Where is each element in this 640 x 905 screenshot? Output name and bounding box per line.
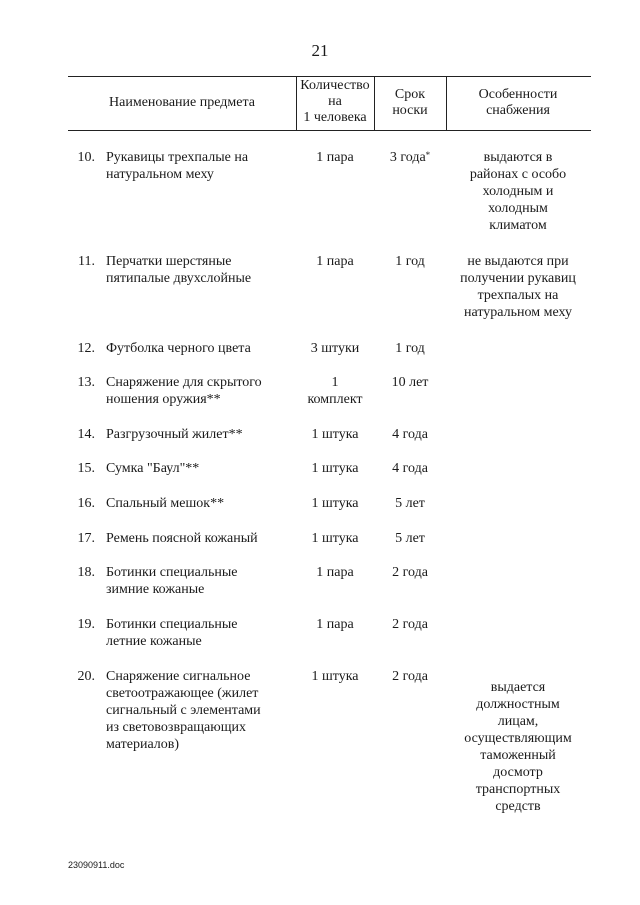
item-quantity (296, 564, 374, 581)
row-number: 19. (77, 617, 95, 632)
item-name-line: Перчатки шерстяные (106, 254, 232, 269)
item-note-line: лицам, (497, 714, 539, 729)
row-number: 18. (77, 565, 95, 580)
item-quantity-line: 1 штука (311, 461, 359, 476)
item-term (374, 616, 446, 633)
item-note-line: климатом (489, 218, 547, 233)
item-quantity-line: 1 штука (311, 531, 359, 546)
item-note-line: выдается (490, 680, 546, 695)
row-number: 17. (77, 531, 95, 546)
item-term-text: 4 года (392, 461, 428, 476)
item-term (374, 426, 446, 443)
item-name (106, 149, 291, 183)
item-name-line: ношения оружия** (106, 392, 221, 407)
item-name (106, 374, 291, 408)
item-term (374, 253, 446, 270)
header-term (374, 87, 446, 119)
item-name-line: материалов) (106, 737, 180, 752)
item-name-line: Снаряжение сигнальное (106, 669, 251, 684)
item-term-text: 5 лет (395, 496, 425, 511)
item-note (446, 679, 590, 815)
item-term (374, 668, 446, 685)
item-name (106, 564, 291, 598)
item-note-line: получении рукавиц (460, 271, 576, 286)
item-name-line: Разгрузочный жилет** (106, 427, 243, 442)
item-name-line: натуральном меху (106, 167, 214, 182)
item-quantity-line: 1 пара (316, 254, 354, 269)
item-term-text: 3 года (389, 150, 426, 165)
item-name (106, 616, 291, 650)
row-number: 20. (77, 669, 95, 684)
item-term (374, 460, 446, 477)
item-note-line: трехпалых на (477, 288, 559, 303)
item-quantity-line: 1 (331, 375, 339, 390)
item-quantity (296, 530, 374, 547)
item-name-line: Снаряжение для скрытого (106, 375, 262, 390)
item-name-line: Ботинки специальные (106, 617, 238, 632)
item-quantity-line: 1 пара (316, 565, 354, 580)
item-note-line: досмотр (493, 765, 543, 780)
item-name-line: из световозвращающих (106, 720, 247, 735)
row-number: 10. (77, 150, 95, 165)
item-name (106, 495, 291, 512)
item-note-line: холодным (488, 201, 548, 216)
item-name-line: Ботинки специальные (106, 565, 238, 580)
item-term (374, 149, 446, 166)
item-name-line: Спальный мешок** (106, 496, 225, 511)
item-term-text: 5 лет (395, 531, 425, 546)
item-name-line: Сумка "Баул"** (106, 461, 200, 476)
footnote-mark: * (425, 150, 431, 160)
item-quantity-line: комплект (307, 392, 363, 407)
header-name: Наименование предмета (109, 95, 255, 110)
item-note-line: осуществляющим (464, 731, 572, 746)
item-name (106, 340, 291, 357)
item-name (106, 460, 291, 477)
item-name-line: Футболка черного цвета (106, 341, 251, 356)
item-quantity (296, 495, 374, 512)
item-name-line: зимние кожаные (106, 582, 205, 597)
item-note-line: не выдаются при (467, 254, 569, 269)
item-note-line: транспортных (475, 782, 561, 797)
item-quantity (296, 340, 374, 357)
page-number: 21 (311, 41, 329, 60)
row-number: 15. (77, 461, 95, 476)
item-note-line: таможенный (480, 748, 556, 763)
item-quantity-line: 1 штука (311, 427, 359, 442)
header-note-line: Особенности (478, 87, 558, 102)
item-name-line: сигнальный с элементами (106, 703, 261, 718)
item-name (106, 530, 291, 547)
header-top-rule (68, 76, 591, 77)
item-quantity-line: 3 штуки (310, 341, 360, 356)
item-note-line: районах с особо (469, 167, 567, 182)
header-term-line: Срок (394, 87, 426, 102)
item-quantity (296, 253, 374, 270)
item-term-text: 1 год (395, 341, 425, 356)
item-name-line: летние кожаные (106, 634, 202, 649)
item-note-line: средств (495, 799, 541, 814)
document-filename: 23090911.doc (68, 860, 125, 870)
item-quantity (296, 374, 374, 408)
item-name-line: Ремень поясной кожаный (106, 531, 258, 546)
header-note-line: снабжения (486, 103, 550, 118)
row-number: 13. (77, 375, 95, 390)
row-number: 14. (77, 427, 95, 442)
header-quantity-line: 1 человека (303, 110, 367, 125)
item-term (374, 530, 446, 547)
item-quantity (296, 616, 374, 633)
item-note-line: холодным и (482, 184, 554, 199)
item-quantity-line: 1 пара (316, 150, 354, 165)
item-note (446, 149, 590, 234)
header-term-line: носки (392, 103, 428, 118)
item-name-line: пятипалые двухслойные (106, 271, 252, 286)
item-term (374, 495, 446, 512)
item-quantity (296, 426, 374, 443)
item-quantity (296, 668, 374, 685)
item-quantity-line: 1 штука (311, 496, 359, 511)
header-bottom-rule (68, 130, 591, 131)
item-note-line: натуральном меху (464, 305, 572, 320)
item-name (106, 426, 291, 443)
row-number: 12. (77, 341, 95, 356)
item-term-text: 10 лет (391, 375, 429, 390)
row-number: 16. (77, 496, 95, 511)
item-term (374, 340, 446, 357)
item-note-line: выдаются в (483, 150, 553, 165)
item-term (374, 374, 446, 391)
item-quantity-line: 1 пара (316, 617, 354, 632)
item-quantity (296, 149, 374, 166)
item-quantity (296, 460, 374, 477)
item-note-line: должностным (476, 697, 560, 712)
item-term-text: 2 года (392, 617, 428, 632)
item-name (106, 668, 291, 753)
item-name (106, 253, 291, 287)
item-term (374, 564, 446, 581)
item-name-line: светоотражающее (жилет (106, 686, 259, 701)
header-quantity (296, 78, 374, 126)
header-quantity-line: на (328, 94, 342, 109)
item-term-text: 4 года (392, 427, 428, 442)
item-term-text: 1 год (395, 254, 425, 269)
item-term-text: 2 года (392, 565, 428, 580)
header-note (446, 87, 590, 119)
item-name-line: Рукавицы трехпалые на (106, 150, 249, 165)
row-number: 11. (78, 254, 95, 269)
item-term-text: 2 года (392, 669, 428, 684)
item-note (446, 253, 590, 321)
header-quantity-line: Количество (300, 78, 370, 93)
item-quantity-line: 1 штука (311, 669, 359, 684)
